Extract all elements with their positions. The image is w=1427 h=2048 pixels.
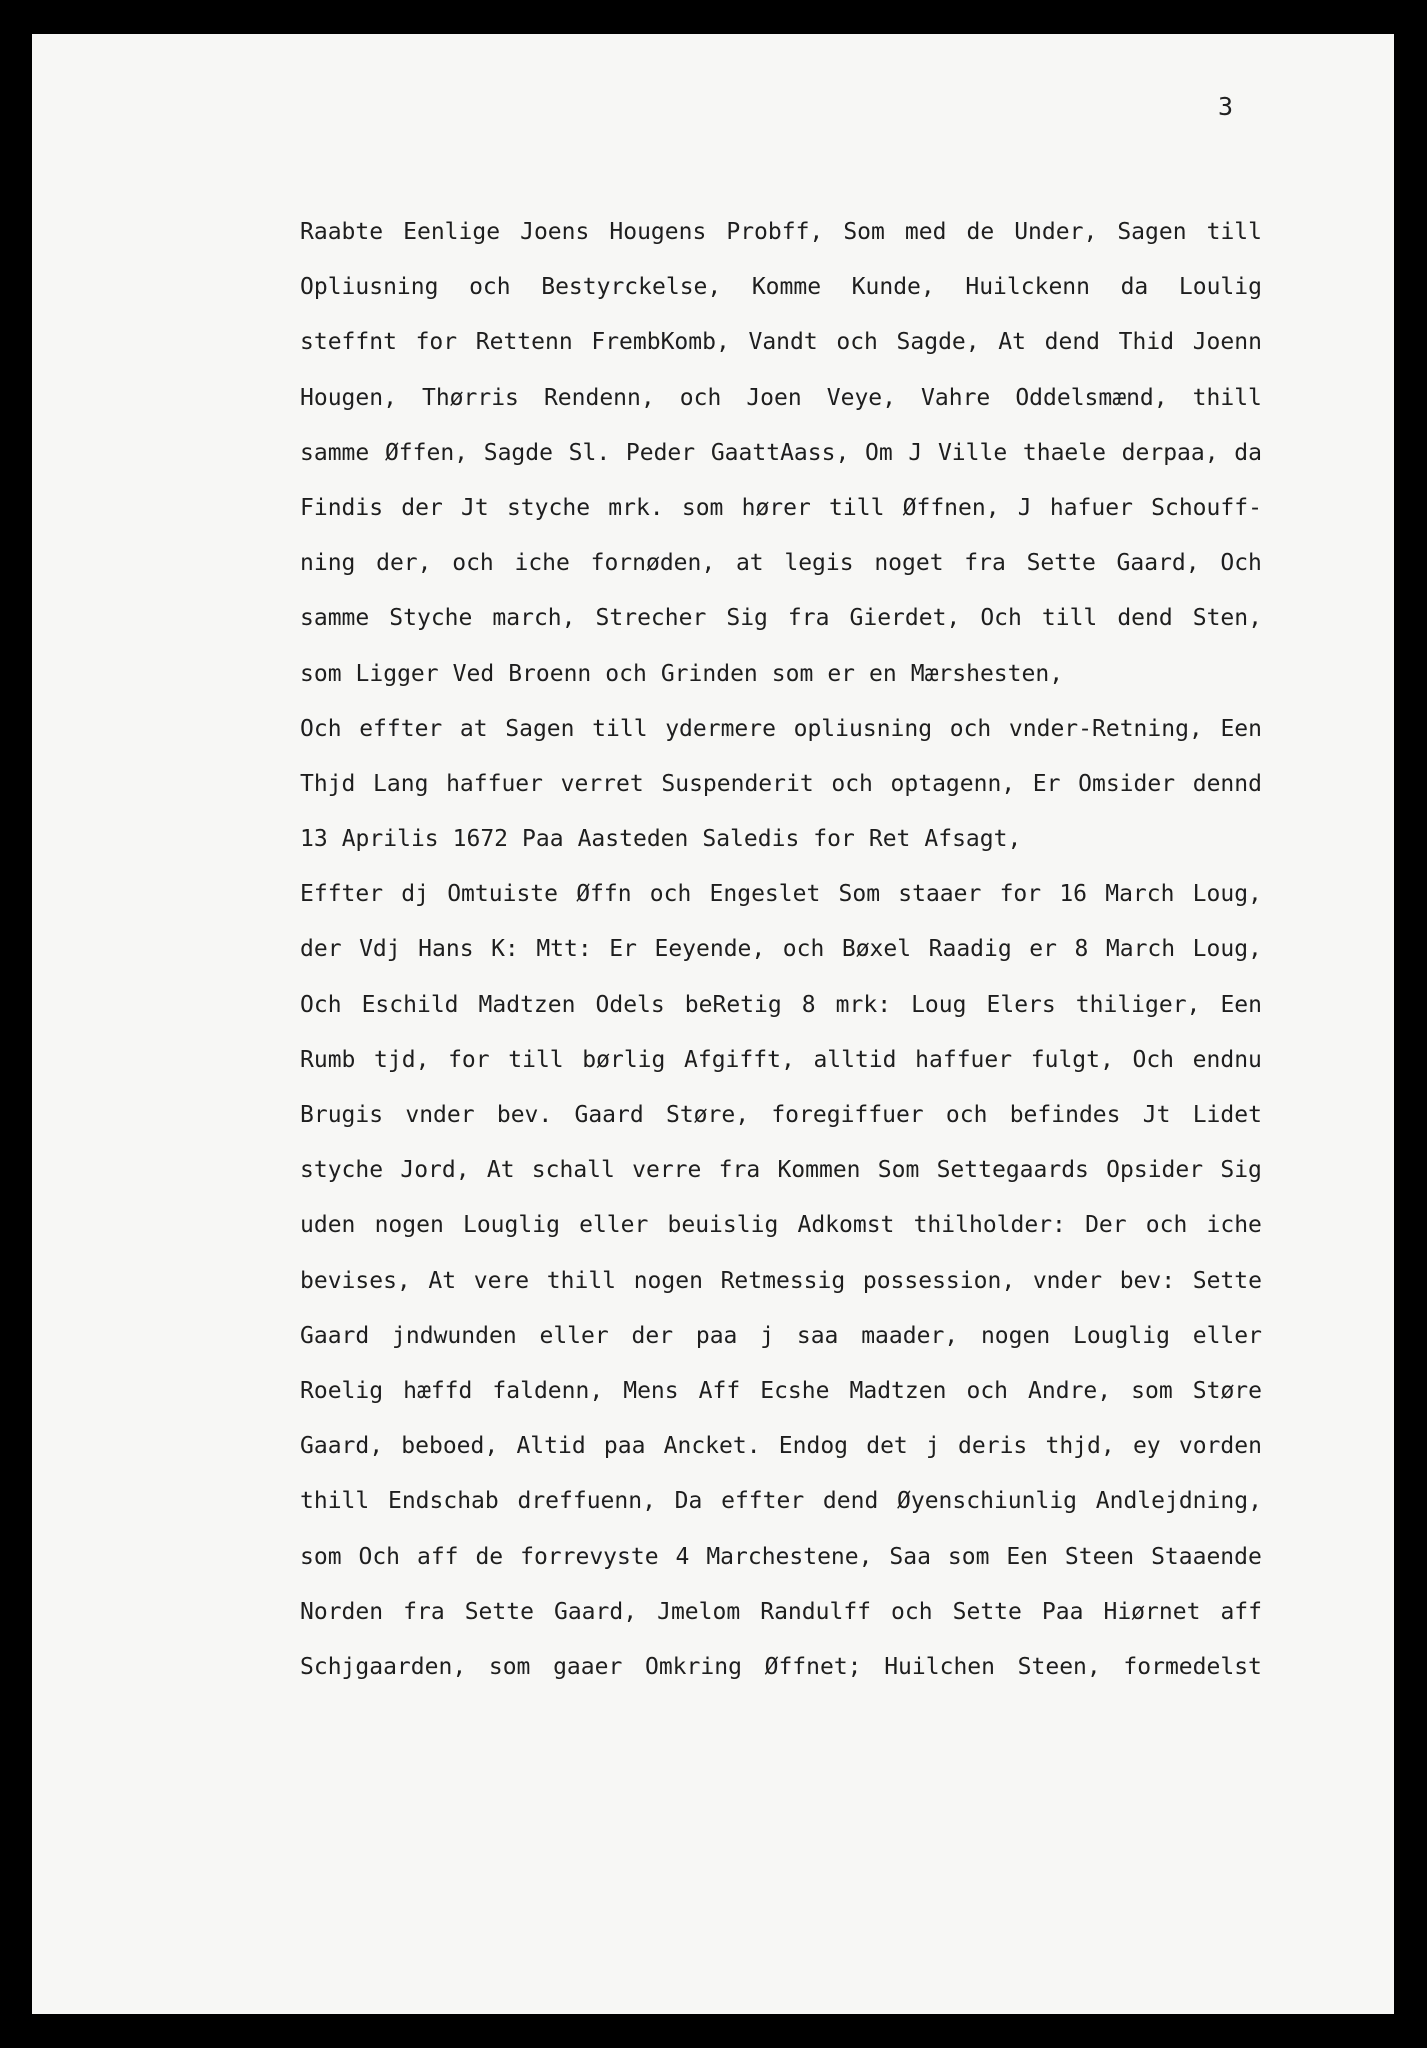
text-line: samme Øffen, Sagde Sl. Peder GaattAass, Om J Ville thaele derpaa, da <box>300 439 1262 466</box>
text-line: Thjd Lang haffuer verret Suspenderit och optagenn, Er Omsider dennd <box>300 770 1262 797</box>
text-line: thill Endschab dreffuenn, Da effter dend Øyenschiunlig Andlejdning, <box>300 1488 1262 1515</box>
text-line: Rumb tjd, for till børlig Afgifft, alltid haffuer fulgt, Och endnu <box>300 1046 1262 1073</box>
page-number: 3 <box>1218 92 1234 121</box>
text-line: Effter dj Omtuiste Øffn och Engeslet Som staaer for 16 March Loug, <box>300 881 1262 908</box>
text-line: Gaard, beboed, Altid paa Ancket. Endog det j deris thjd, ey vorden <box>300 1433 1262 1460</box>
text-line: bevises, At vere thill nogen Retmessig possession, vnder bev: Sette <box>300 1267 1262 1294</box>
text-line: ning der, och iche fornøden, at legis noget fra Sette Gaard, Och <box>300 550 1262 577</box>
text-line: Findis der Jt styche mrk. som hører till Øffnen, J hafuer Schouff- <box>300 494 1262 521</box>
text-line: som Och aff de forrevyste 4 Marchestene, Saa som Een Steen Staaende <box>300 1543 1262 1570</box>
text-line: Och Eschild Madtzen Odels beRetig 8 mrk: Loug Elers thiliger, Een <box>300 991 1262 1018</box>
text-line: steffnt for Rettenn FrembKomb, Vandt och Sagde, At dend Thid Joenn <box>300 329 1262 356</box>
text-line: uden nogen Louglig eller beuislig Adkomst thilholder: Der och iche <box>300 1212 1262 1239</box>
text-line: Brugis vnder bev. Gaard Støre, foregiffuer och befindes Jt Lidet <box>300 1102 1262 1128</box>
text-line: Och effter at Sagen till ydermere opliusning och vnder-Retning, Een <box>300 715 1262 742</box>
text-line: Opliusning och Bestyrckelse, Komme Kunde, Huilckenn da Loulig <box>300 274 1262 301</box>
text-body <box>300 205 1262 1695</box>
text-line: der Vdj Hans K: Mtt: Er Eeyende, och Bøxel Raadig er 8 March Loug, <box>300 936 1262 963</box>
text-line: Hougen, Thørris Rendenn, och Joen Veye, Vahre Oddelsmænd, thill <box>300 384 1262 411</box>
text-line: Schjgaarden, som gaaer Omkring Øffnet; Huilchen Steen, formedelst <box>300 1653 1262 1680</box>
text-line: samme Styche march, Strecher Sig fra Gierdet, Och till dend Sten, <box>300 605 1262 632</box>
text-line: Roelig hæffd faldenn, Mens Aff Ecshe Madtzen och Andre, som Støre <box>300 1377 1262 1404</box>
text-line: styche Jord, At schall verre fra Kommen Som Settegaards Opsider Sig <box>300 1157 1262 1184</box>
text-line: Raabte Eenlige Joens Hougens Probff, Som med de Under, Sagen till <box>300 219 1262 245</box>
text-line: Gaard jndwunden eller der paa j saa maader, nogen Louglig eller <box>300 1322 1262 1349</box>
text-line: som Ligger Ved Broenn och Grinden som er en Mærshesten, <box>300 660 1064 687</box>
text-line: Norden fra Sette Gaard, Jmelom Randulff och Sette Paa Hiørnet aff <box>300 1598 1262 1625</box>
text-line: 13 Aprilis 1672 Paa Aasteden Saledis for Ret Afsagt, <box>300 826 1022 853</box>
document-page <box>32 34 1394 2014</box>
